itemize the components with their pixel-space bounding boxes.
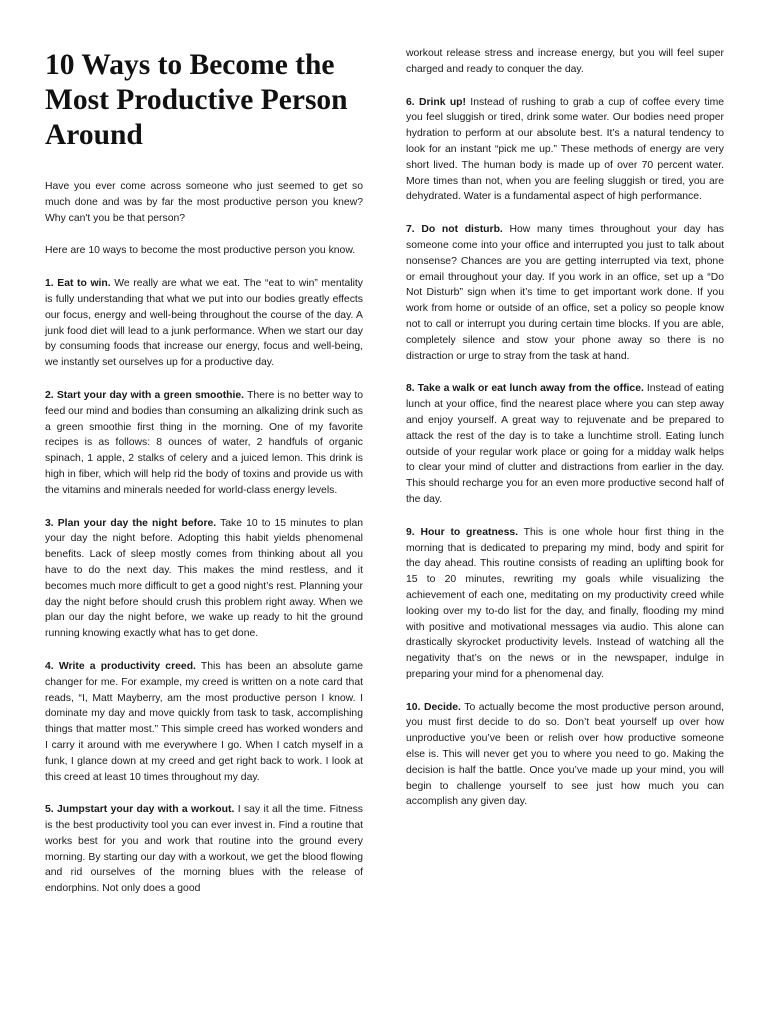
tip-5-body: I say it all the time. Fitness is the best productivity tool you can ever invest in. Find a routine that works best for you and work that routine into the ground every morning. By starting our day with a workout, we get the blood flowing and rid ourselves of the morning blues with the release of endorphins. Not only does a good (45, 804, 363, 895)
tip-9-heading: 9. Hour to greatness. (406, 526, 519, 538)
tip-8-paragraph (406, 381, 724, 507)
right-column (406, 0, 724, 827)
tip-1-heading: 1. Eat to win. (45, 278, 111, 290)
tip-7-heading: 7. Do not disturb. (406, 224, 503, 236)
tip-7-paragraph (406, 222, 724, 364)
tip-10-paragraph (406, 700, 724, 811)
intro-paragraph: Have you ever come across someone who just seemed to get so much done and was by far the most productive person you knew? Why can't you be that person? (45, 181, 363, 224)
tip-9-body: This is one whole hour first thing in the morning that is dedicated to preparing my mind, body and spirit for the day ahead. This routine consists of reading an uplifting book for 15 to 20 minutes, rewriting my goals while visualizing the achievement of each one, meditating on my productivity creed while looking over my to-do list for the day, and finally, flooding my mind with positive and motivational messages via audio. This alone can drastically skyrocket productivity levels. Instead of watching all the negativity that’s on the news or in the newspaper, indulge in preparing your mind for a phenomenal day. (406, 526, 724, 680)
tip-6-heading: 6. Drink up! (406, 96, 466, 108)
tip-6-paragraph (406, 95, 724, 206)
tip-3-paragraph (45, 516, 363, 642)
tip-10-heading: 10. Decide. (406, 701, 461, 713)
tip-2-heading: 2. Start your day with a green smoothie. (45, 389, 245, 401)
left-column (45, 0, 363, 914)
tip-1-paragraph (45, 276, 363, 371)
tip-1-body: We really are what we eat. The “eat to win” mentality is fully understanding that what we put into our bodies greatly effects our focus, energy and well-being throughout the course of the day. A junk food diet will lead to a junk performance. When we start our day by consuming foods that increase our energy, focus and well-being, we instantly set ourselves up for a productive day. (45, 278, 363, 369)
tip-7-body: How many times throughout your day has someone come into your office and interrupted you just to talk about nonsense? Chances are you are getting interrupted via text, phone or email throughout your day. If you work in an office, set up a “Do Not Disturb” sign when it’s time to get important work done. If you work from home or outside of an office, set a policy so people know not to call or interrupt you during certain time blocks. If you are able, completely silence and stow your phone away so there is no distraction or urge to stray from the task at hand. (406, 224, 724, 362)
tip-6-body: Instead of rushing to grab a cup of coffee every time you feel sluggish or tired, drink some water. Our bodies need proper hydration to perform at our absolute best. It’s a natural tendency to look for an instant “pick me up.” These methods of energy are very short lived. The human body is made up of over 70 percent water. More times than not, when you are feeling sluggish or tired, you are dehydrated. Water is a fundamental aspect of high performance. (406, 96, 724, 203)
article-title: 10 Ways to Become the Most Productive Person Around (45, 49, 348, 151)
tip-4-paragraph (45, 659, 363, 785)
tip-2-body: There is no better way to feed our mind and bodies than consuming an alkalizing drink such as a green smoothie first thing in the morning. One of my favorite recipes is as follows: 8 ounces of water, 2 handfuls of organic spinach, 1 apple, 2 stalks of celery and a juiced lemon. This drink is high in fiber, which will help rid the body of toxins and provide us with the vitamins and minerals needed for world-class energy levels. (45, 389, 363, 496)
tip-5-continuation: workout release stress and increase energy, but you will feel super charged and ready to conquer the day. (406, 48, 724, 75)
tip-2-paragraph (45, 388, 363, 499)
tip-10-body: To actually become the most productive person around, you must first decide to do so. Don’t beat yourself up over how unproductive you’ve been or relish over how productive someone else is. This will never get you to where you need to go. Making the decision is half the battle. Once you’ve made up your mind, you will begin to challenge yourself to see just how much you can accomplish any given day. (406, 701, 724, 808)
tip-5-paragraph (45, 802, 363, 897)
intro-paragraph: Here are 10 ways to become the most productive person you know. (45, 245, 356, 257)
tip-4-heading: 4. Write a productivity creed. (45, 660, 196, 672)
tip-8-heading: 8. Take a walk or eat lunch away from the office. (406, 383, 644, 395)
tip-4-body: This has been an absolute game changer for me. For example, my creed is written on a note card that reads, “I, Matt Mayberry, am the most productive person I know. I dominate my day and move quickly from task to task, accomplishing things that matter most.” This simple creed has worked wonders and I carry it around with me everywhere I go. When I catch myself in a funk, I glance down at my creed and get right back to work. I look at this creed at least 10 times throughout my day. (45, 660, 364, 783)
tip-5-heading: 5. Jumpstart your day with a workout. (45, 804, 235, 816)
tip-9-paragraph (406, 525, 724, 683)
tip-3-body: Take 10 to 15 minutes to plan your day the night before. Adopting this habit yields phenomenal benefits. Lack of sleep mostly comes from thinking about all you have to do the next day. This makes the mind restless, and it becomes much more difficult to get a good night’s rest. Planning your day the night before should crush this problem right away. When we plan our day the night before, we wake up ready to hit the ground running knowing exactly what has to get done. (45, 517, 364, 640)
tip-3-heading: 3. Plan your day the night before. (45, 517, 217, 529)
tip-8-body: Instead of eating lunch at your office, find the nearest place where you can step away and enjoy yourself. A great way to rejuvenate and be prepared to attack the rest of the day is to take a lunchtime stroll. Eating lunch outside of your regular work place or going for a midday walk helps to clear your mind of clutter and distractions from earlier in the day. This should recharge you for an even more productive second half of the day. (406, 383, 724, 505)
